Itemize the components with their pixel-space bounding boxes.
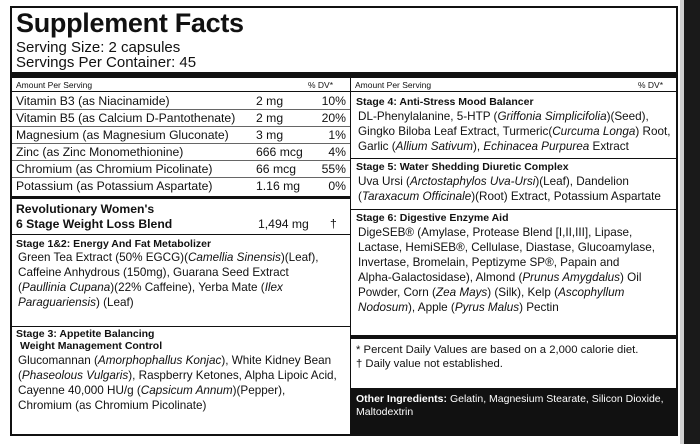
stage-3-heading: Stage 3: Appetite Balancing	[16, 328, 155, 340]
row-divider	[12, 143, 350, 144]
stage-5-heading: Stage 5: Water Shedding Diuretic Complex	[356, 161, 569, 173]
stage-3-ingredients: Glucomannan (Amorphophallus Konjac), White Kidney Bean (Phaseolous Vulgaris), Raspberry Ketones, Alpha Lipoic Acid, Cayenne 40,000 HU/g (Capsicum Annum)(Pepper), Chromium (as Chromium Picolinate)	[18, 354, 337, 412]
nutrient-dv: 10%	[321, 94, 346, 108]
stage-3-subheading: Weight Management Control	[20, 340, 163, 352]
nutrient-dv: 20%	[321, 111, 346, 125]
right-dv-header: % DV*	[638, 80, 664, 90]
stage-5-rule	[351, 209, 676, 210]
other-ingredients-label: Other Ingredients:	[356, 393, 448, 405]
blend-rule	[12, 234, 350, 235]
stage-6-ingredients: DigeSEB® (Amylase, Protease Blend [I,II,III], Lipase, Lactase, HemiSEB®, Cellulase, Diastase, Glucoamylase, Invertase, Bromelain, Peptizyme SP®, Papain and Alpha-Galactosidase), Almond (Prunus Amygdalus) Oil Powder, Corn (Zea Mays) (Silk), Kelp (Ascophyllum Nodosum), Apple (Pyrus Malus) Pectin	[358, 226, 656, 314]
column-divider	[350, 78, 351, 434]
stage-4-ingredients: DL-Phenylalanine, 5-HTP (Griffonia Simplicifolia)(Seed), Gingko Biloba Leaf Extract, Turmeric(Curcuma Longa) Root, Garlic (Allium Sativum), Echinacea Purpurea Extract	[358, 110, 671, 153]
nutrient-amount: 3 mg	[256, 128, 284, 142]
nutrient-dv: 1%	[328, 128, 346, 142]
stage-4-rule	[351, 158, 676, 159]
left-amount-header: Amount Per Serving	[16, 80, 93, 90]
stage-1-2-ingredients: Green Tea Extract (50% EGCG)(Camellia Sinensis)(Leaf), Caffeine Anhydrous (150mg), Guarana Seed Extract (Paullinia Cupana)(22% Caffeine), Yerba Mate (Ilex Paraguariensis) (Leaf)	[18, 251, 319, 309]
daily-value-footnote: * Percent Daily Values are based on a 2,000 calorie diet.	[356, 344, 639, 356]
nutrient-dv: 55%	[321, 162, 346, 176]
row-divider	[12, 177, 350, 178]
stage-5-ingredients: Uva Ursi (Arctostaphylos Uva-Ursi)(Leaf), Dandelion (Taraxacum Officinale)(Root) Extract, Potassium Aspartate	[358, 175, 661, 203]
nutrient-amount: 2 mg	[256, 111, 284, 125]
stage-4-heading: Stage 4: Anti-Stress Mood Balancer	[356, 96, 534, 108]
servings-per-container: Servings Per Container: 45	[16, 54, 197, 71]
row-divider	[12, 109, 350, 110]
nutrient-name: Magnesium (as Magnesium Gluconate)	[16, 128, 229, 142]
nutrient-name: Vitamin B3 (as Niacinamide)	[16, 94, 170, 108]
vitamins-rule	[12, 196, 350, 199]
stage-6-heading: Stage 6: Digestive Enzyme Aid	[356, 212, 509, 224]
blend-title-2: 6 Stage Weight Loss Blend	[16, 217, 173, 231]
blend-dv: †	[330, 217, 337, 231]
blend-amount: 1,494 mg	[258, 217, 309, 231]
panel-title: Supplement Facts	[16, 8, 244, 38]
row-divider	[12, 160, 350, 161]
edge-shadow	[684, 0, 700, 444]
nutrient-name: Zinc (as Zinc Monomethionine)	[16, 145, 184, 159]
nutrient-name: Chromium (as Chromium Picolinate)	[16, 162, 213, 176]
nutrient-name: Vitamin B5 (as Calcium D-Pantothenate)	[16, 111, 236, 125]
blend-title-1: Revolutionary Women's	[16, 202, 155, 216]
nutrient-amount: 66 mcg	[256, 162, 296, 176]
header-rule	[12, 72, 676, 78]
nutrient-dv: 4%	[328, 145, 346, 159]
nutrient-name: Potassium (as Potassium Aspartate)	[16, 179, 213, 193]
nutrient-amount: 2 mg	[256, 94, 284, 108]
column-header-rule	[12, 91, 676, 92]
other-ingredients-value: Gelatin, Magnesium Stearate, Silicon Dioxide, Maltodextrin	[356, 393, 664, 418]
right-amount-header: Amount Per Serving	[355, 80, 432, 90]
left-dv-header: % DV*	[308, 80, 334, 90]
stage-1-2-heading: Stage 1&2: Energy And Fat Metabolizer	[16, 238, 212, 250]
nutrient-amount: 666 mcg	[256, 145, 303, 159]
row-divider	[12, 126, 350, 127]
serving-size: Serving Size: 2 capsules	[16, 39, 181, 56]
stage-1-2-rule	[12, 326, 350, 327]
nutrient-dv: 0%	[328, 179, 346, 193]
dagger-footnote: † Daily value not established.	[356, 358, 503, 370]
nutrient-amount: 1.16 mg	[256, 179, 301, 193]
footnote-rule	[351, 335, 676, 339]
supplement-facts-panel	[10, 6, 678, 436]
other-ingredients-box	[351, 388, 676, 434]
